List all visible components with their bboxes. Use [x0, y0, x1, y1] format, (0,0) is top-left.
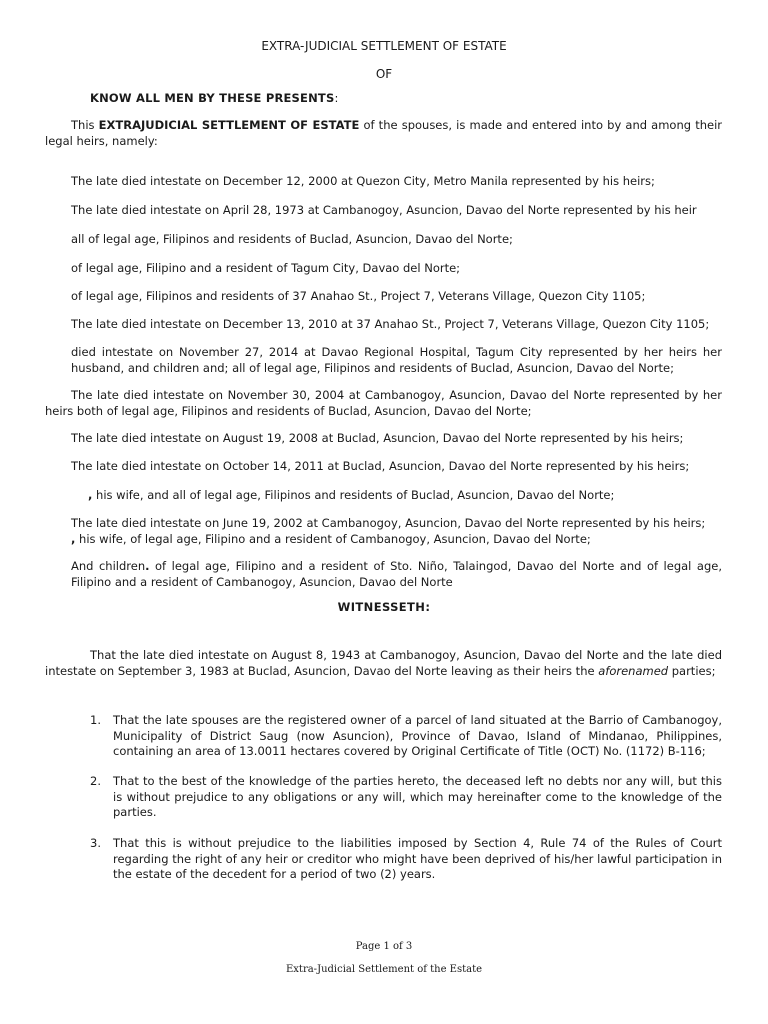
heir-paragraph-3: all of legal age, Filipinos and residents of Buclad, Asuncion, Davao del Norte;	[71, 232, 513, 246]
list-item-1-text: That the late spouses are the registered owner of a parcel of land situated at the Barrio of Cambanogoy, Municipality of District Saug (now Asuncion), Province of Davao, Island of Mindanao, Philippines, containing an area of 13.0011 hectares covered by Original Certificate of Title (OCT) No. (1172) B-116;	[113, 713, 722, 758]
list-item-3	[90, 836, 722, 883]
heir-paragraph-1: The late died intestate on December 12, 2000 at Quezon City, Metro Manila represented by his heirs;	[71, 174, 655, 188]
intro-prefix: This	[71, 118, 99, 132]
heir-paragraph-5: of legal age, Filipinos and residents of 37 Anahao St., Project 7, Veterans Village, Quezon City 1105;	[71, 289, 646, 303]
list-item-1	[90, 713, 722, 760]
witnesseth-heading: WITNESSETH:	[337, 600, 431, 614]
document-title: EXTRA-JUDICIAL SETTLEMENT OF ESTATE	[261, 39, 507, 53]
intro-bold: EXTRAJUDICIAL SETTLEMENT OF ESTATE	[98, 118, 360, 132]
heir-paragraph-2: The late died intestate on April 28, 1973 at Cambanogoy, Asuncion, Davao del Norte represented by his heir	[71, 203, 697, 217]
heir-paragraph-11-comma: ,	[88, 488, 93, 502]
heir-paragraph-11	[88, 488, 722, 504]
heir-paragraph-6: The late died intestate on December 13, 2010 at 37 Anahao St., Project 7, Veterans Village, Quezon City 1105;	[71, 317, 710, 331]
heir-paragraph-12-comma: ,	[71, 531, 76, 546]
know-all-text: KNOW ALL MEN BY THESE PRESENTS	[90, 91, 335, 105]
heir-paragraph-11-text: his wife, and all of legal age, Filipinos and residents of Buclad, Asuncion, Davao del Norte;	[96, 488, 615, 502]
heir-paragraph-13	[71, 559, 722, 590]
heir-paragraph-8: The late died intestate on November 30, 2004 at Cambanogoy, Asuncion, Davao del Norte represented by her heirs both of legal age, Filipinos and residents of Buclad, Asuncion, Davao del Norte;	[45, 388, 722, 418]
footer-subtitle: Extra-Judicial Settlement of the Estate	[285, 964, 483, 975]
page-number: Page 1 of 3	[355, 941, 413, 952]
heir-paragraph-12-line1: The late died intestate on June 19, 2002 at Cambanogoy, Asuncion, Davao del Norte represented by his heirs;	[71, 516, 706, 530]
list-item-1-number: 1.	[90, 713, 101, 727]
list-item-3-number: 3.	[90, 836, 101, 850]
list-item-2-number: 2.	[90, 774, 101, 788]
document-title-of: OF	[375, 67, 393, 81]
list-item-2-text: That to the best of the knowledge of the parties hereto, the deceased left no debts nor any will, but this is without prejudice to any obligations or any will, which may hereinafter come to the knowledge of the parties.	[113, 774, 722, 819]
heir-paragraph-13-text: of legal age, Filipino and a resident of Sto. Niño, Talaingod, Davao del Norte and of legal age, Filipino and a resident of Cambanogoy, Asuncion, Davao del Norte	[71, 559, 722, 589]
heir-paragraph-13-period: .	[145, 559, 150, 573]
list-item-2	[90, 774, 722, 821]
know-all-heading	[90, 91, 339, 105]
heir-paragraph-13-lead: And children	[71, 559, 146, 573]
that-clause-text: That the late died intestate on August 8, 1943 at Cambanogoy, Asuncion, Davao del Norte and the late died intestate on September 3, 1983 at Buclad, Asuncion, Davao del Norte leaving as their heirs the	[45, 648, 722, 678]
heir-paragraph-10: The late died intestate on October 14, 2011 at Buclad, Asuncion, Davao del Norte represented by his heirs;	[71, 459, 690, 473]
heir-paragraph-12-line2: his wife, of legal age, Filipino and a resident of Cambanogoy, Asuncion, Davao del Norte;	[79, 531, 591, 546]
that-clause-italic: aforenamed	[598, 663, 669, 678]
that-clause-paragraph	[45, 648, 722, 679]
intro-suffix: of the spouses, is made and entered into by and among their legal heirs, namely:	[45, 118, 722, 148]
heir-paragraph-9: The late died intestate on August 19, 2008 at Buclad, Asuncion, Davao del Norte represented by his heirs;	[71, 431, 684, 445]
heir-paragraph-12	[71, 516, 722, 547]
intro-paragraph	[45, 118, 722, 149]
list-item-3-text: That this is without prejudice to the liabilities imposed by Section 4, Rule 74 of the Rules of Court regarding the right of any heir or creditor who might have been deprived of his/her lawful participation in the estate of the decedent for a period of two (2) years.	[113, 836, 722, 881]
know-all-colon: :	[334, 91, 339, 105]
heir-paragraph-7: died intestate on November 27, 2014 at Davao Regional Hospital, Tagum City represented by her heirs her husband, and children and; all of legal age, Filipinos and residents of Buclad, Asuncion, Davao del Norte;	[71, 345, 722, 375]
that-clause-end: parties;	[668, 663, 716, 678]
heir-paragraph-4: of legal age, Filipino and a resident of Tagum City, Davao del Norte;	[71, 261, 461, 275]
